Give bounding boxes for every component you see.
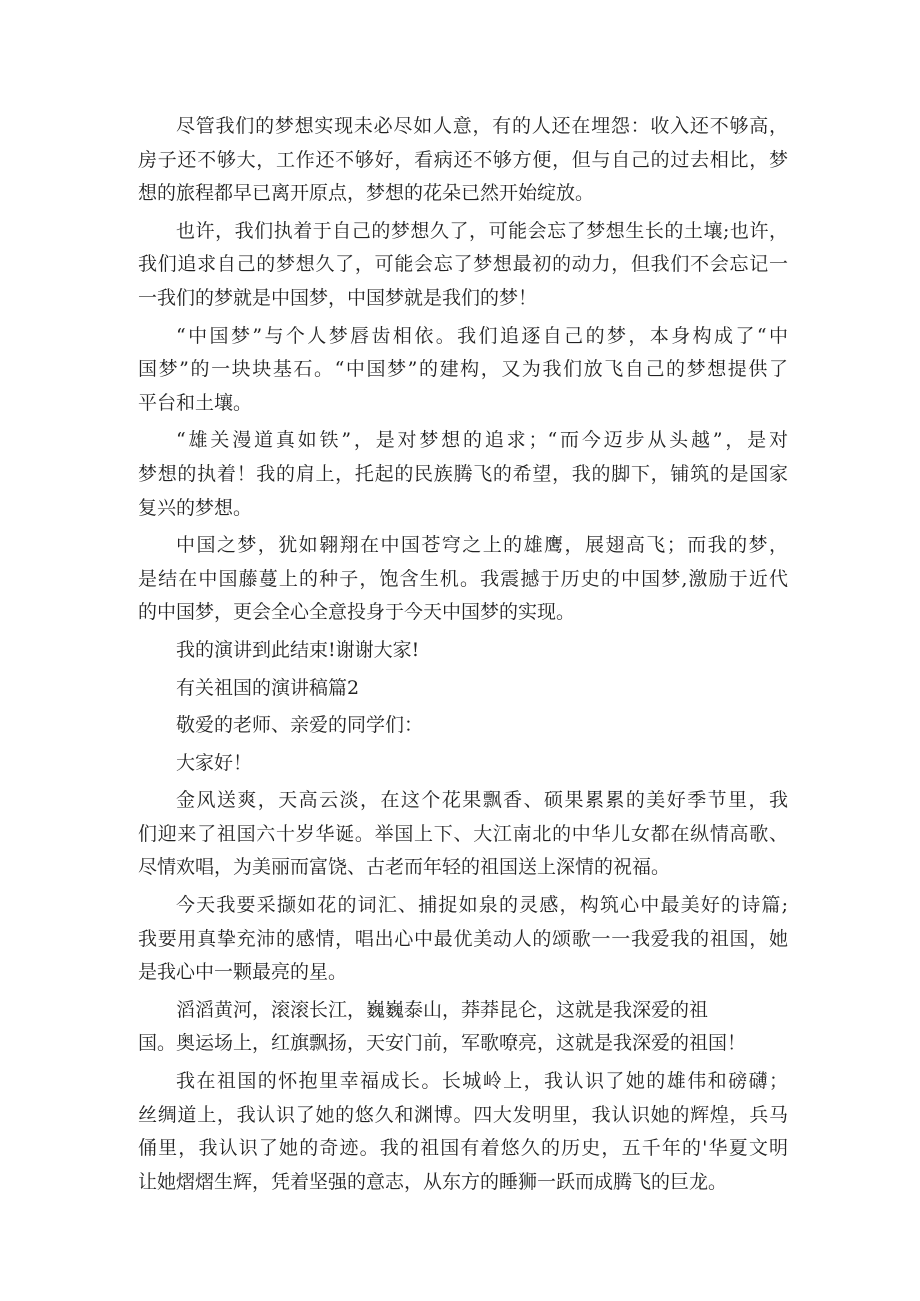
text-line: 梦想的执着！我的肩上，托起的民族腾飞的希望，我的脚下，铺筑的是国家 xyxy=(138,462,788,485)
text-line: 金风送爽，天高云淡，在这个花果飘香、硕果累累的美好季节里，我 xyxy=(176,789,788,812)
text-line: 尽情欢唱，为美丽而富饶、古老而年轻的祖国送上深情的祝福。 xyxy=(138,856,671,879)
text-line: 滔滔黄河，滚滚长江，巍巍泰山，莽莽昆仑，这就是我深爱的祖 xyxy=(176,998,709,1021)
text-line: “雄关漫道真如铁”，是对梦想的追求；“而今迈步从头越”，是对 xyxy=(176,429,788,452)
salutation: 敬爱的老师、亲爱的同学们： xyxy=(176,714,424,737)
text-line: 是结在中国藤蔓上的种子，饱含生机。我震撼于历史的中国梦,激励于近代 xyxy=(138,567,788,590)
document-body xyxy=(138,110,788,1199)
text-line: 房子还不够大，工作还不够好，看病还不够方便，但与自己的过去相比，梦 xyxy=(138,148,788,171)
text-line: 的中国梦，更会全心全意投身于今天中国梦的实现。 xyxy=(138,601,576,624)
text-line: 复兴的梦想。 xyxy=(138,496,253,519)
text-line: 想的旅程都早已离开原点，梦想的花朵已然开始绽放。 xyxy=(138,182,595,205)
text-line: 们迎来了祖国六十岁华诞。举国上下、大江南北的中华儿女都在纵情高歌、 xyxy=(138,822,788,845)
text-line: 我要用真挚充沛的感情，唱出心中最优美动人的颂歌一一我爱我的祖国，她 xyxy=(138,927,788,950)
text-line: 也许，我们执着于自己的梦想久了，可能会忘了梦想生长的土壤;也许， xyxy=(176,219,788,242)
text-line: 我在祖国的怀抱里幸福成长。长城岭上，我认识了她的雄伟和磅礴； xyxy=(176,1070,788,1093)
text-line: 国。奥运场上，红旗飘扬，天安门前，军歌嘹亮，这就是我深爱的祖国！ xyxy=(138,1032,747,1055)
text-line: 我的演讲到此结束!谢谢大家! xyxy=(176,638,420,661)
text-line: 丝绸道上，我认识了她的悠久和渊博。四大发明里，我认识她的辉煌，兵马 xyxy=(138,1103,788,1126)
greeting: 大家好！ xyxy=(176,751,253,774)
text-line: “中国梦”与个人梦唇齿相依。我们追逐自己的梦，本身构成了“中 xyxy=(176,324,788,347)
section-heading: 有关祖国的演讲稿篇2 xyxy=(176,676,360,699)
text-line: 中国之梦，犹如翱翔在中国苍穹之上的雄鹰，展翅高飞；而我的梦， xyxy=(176,534,788,557)
text-line: 今天我要采撷如花的词汇、捕捉如泉的灵感，构筑心中最美好的诗篇; xyxy=(176,894,788,917)
text-line: 国梦”的一块块基石。“中国梦”的建构，又为我们放飞自己的梦想提供了 xyxy=(138,358,788,381)
text-line: 让她熠熠生辉，凭着坚强的意志，从东方的睡狮一跃而成腾飞的巨龙。 xyxy=(138,1170,728,1193)
text-line: 是我心中一颗最亮的星。 xyxy=(138,961,348,984)
text-line: 我们追求自己的梦想久了，可能会忘了梦想最初的动力，但我们不会忘记一 xyxy=(138,253,788,276)
text-line: 俑里，我认识了她的奇迹。我的祖国有着悠久的历史，五千年的'华夏文明 xyxy=(138,1137,788,1160)
text-line: 一我们的梦就是中国梦，中国梦就是我们的梦！ xyxy=(138,286,538,309)
text-line: 平台和土壤。 xyxy=(138,391,253,414)
text-line: 尽管我们的梦想实现未必尽如人意，有的人还在埋怨：收入还不够高， xyxy=(176,115,788,137)
